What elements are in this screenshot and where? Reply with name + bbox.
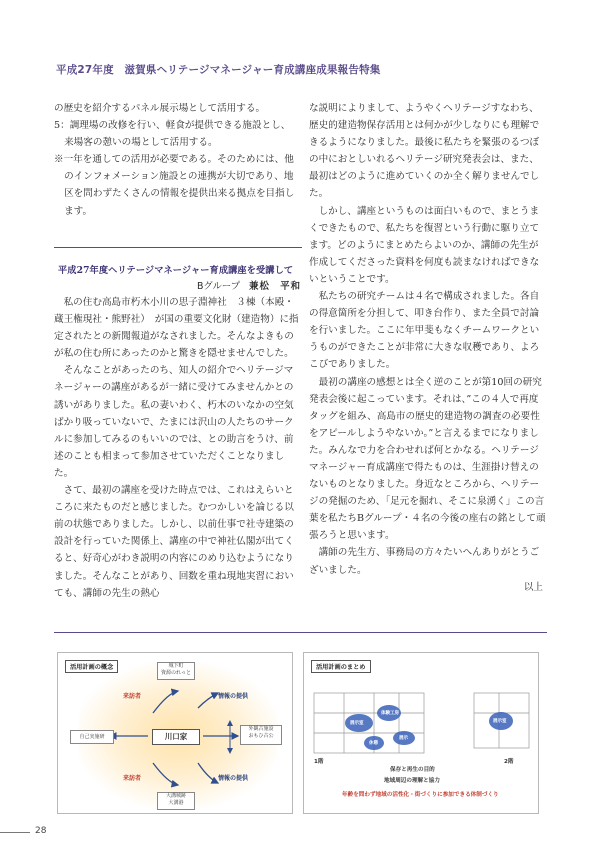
author-name: 兼松 平和 — [249, 281, 301, 292]
arrow — [153, 691, 178, 713]
bubble-label: 休憩 — [369, 741, 378, 746]
arrow — [153, 763, 178, 785]
label-info: 情報の提供 — [218, 775, 249, 782]
footer-rule — [0, 832, 30, 833]
note: ※一年を通しての活用が必要である。そのためには、他のインフォメーション施設との連携が大切であり、地区を問わずたくさんの情報を提供出来る拠点を目指します。 — [54, 154, 295, 217]
concept-diagram-figure — [57, 652, 293, 814]
paragraph: 私の住む高島市朽木小川の思子淵神社 ３棟（本殿・蔵王権現社・熊野社） が国の重要文化財（建造物）に指定されたとの新聞報道がなされました。そんなよきものが私の住む所にあったのかと驚きを隠せませんでした。 — [54, 297, 299, 360]
paragraph: そんなことがあったのち、知人の紹介でヘリテージマネージャーの講座があるが一緒に受けてみませんかとの誘いがありました。私の妻いわく、朽木のいなかの空気ばかり吸っていないで、たまには沢山の人たちのサークルに参加してみるのもいいのでは、との助言をうけ、前述のことも相まって参加させていただくことなりました。 — [54, 365, 294, 479]
bubble-label: 体験工房 — [381, 711, 399, 716]
node-center: 川口家 — [152, 729, 200, 745]
label-info: 情報の提供 — [218, 693, 249, 700]
node-castle-ruins: 大溝城跡 大溝港 — [157, 792, 195, 810]
page-number: 28 — [35, 826, 47, 836]
section-divider — [54, 247, 302, 248]
section-title: 平成27年度ヘリテージマネージャー育成講座を受講して — [58, 265, 294, 276]
floor-plans — [304, 653, 538, 813]
figure-title: 活用計画の概念 — [65, 660, 118, 673]
figure-title: 活用計画のまとめ — [311, 660, 371, 673]
closing-text: 以上 — [523, 581, 543, 593]
arrow — [198, 763, 218, 783]
paragraph: 私たちの研究チームは４名で構成されました。各自の得意箇所を分担して、叩き台作り、また全員で討論を行いました。ここに年甲斐もなくチームワークというものができたことが非常に大きな収穫であり、よろこびでありました。 — [309, 291, 540, 371]
floor-label: 2階 — [504, 759, 514, 765]
paragraph: 講師の先生方、事務局の方々たいへんありがとうございました。 — [309, 547, 540, 576]
left-column — [54, 100, 299, 220]
paragraph: の歴史を紹介するパネル展示場として活用する。 — [54, 103, 266, 114]
bottom-divider — [54, 632, 547, 633]
paragraph: さて、最初の講座を受けた時点では、これはえらいところに来たものだと感じました。むつかしいを論じる以前の状態でありました。しかし、以前仕事で社寺建築の設計を行っていた関係上、講座の中で神社仏閣が出てくると、好奇心がわき説明の内容にのめり込むようになりました。そんなことがあり、回数を重ね現地実習においても、講師の先生の熱心 — [54, 485, 294, 599]
goal-line: 地域周辺の理解と協力 — [384, 778, 440, 784]
paragraph: な説明によりまして、ようやくヘリテージすなわち、歴史的建造物保存活用とは何かが少しなりにも理解できるようになりました。最後に私たちを緊張のるつぼの中におとしいれるヘリテージ研究発表会は、また、最初はどのように進めていくのか全く解りませんでした。 — [309, 103, 540, 200]
label-visitor: 来訪者 — [123, 775, 142, 782]
bubble-label: 展示 — [399, 736, 408, 741]
essay-left — [54, 294, 299, 602]
page-header: 平成27年度 滋賀県ヘリテージマネージャー育成講座成果報告特集 — [56, 64, 381, 76]
summary-figure — [303, 652, 539, 814]
bubble-label: 展示室 — [493, 719, 507, 724]
essay-right — [309, 100, 547, 596]
paragraph: しかし、講座というものは面白いもので、まとうまくできたもので、私たちを復習という行動に駆り立てます。どのようにまとめたらよいのか、講師の先生が作成してくださった資料を何度も読まなければできないということです。 — [309, 205, 540, 285]
goal-line: 保存と再生の目的 — [390, 767, 435, 773]
paragraph: 最初の講座の感想とは全く逆のことが第10回の研究発表会後に起こっています。それは、”この４人で再度タッグを組み、高島市の歴史的建造物の調査の必要性をアピールしようやないか。”と言えるまでになりました。みんなで力を合わせれば何とかなる。ヘリテージマネージャー育成講座で得たものは、生涯掛け替えのないものとなりました。身近なところから、ヘリテージの発掘のため、「足元を掘れ、そこに泉湧く」この言葉を私たちBグループ・４名の今後の座右の銘として頑張ろうと思います。 — [309, 376, 546, 542]
arrow — [198, 693, 218, 708]
list-item: 5：調理場の改修を行い、軽食が提供できる施設とし、来場客の憩いの場として活用する。 — [54, 120, 291, 149]
floor-label: 1階 — [314, 759, 324, 765]
bubble-label: 展示室 — [350, 721, 364, 726]
group-name: Bグループ — [196, 281, 241, 292]
node-left: 自己実施研 — [70, 730, 114, 744]
node-right: 外観古施設 おもひ古公 — [240, 725, 282, 745]
label-visitor: 来訪者 — [123, 693, 142, 700]
goal-statement: 年齢を問わず地域の活性化・街づくりに参加できる体制づくり — [342, 792, 499, 798]
author-line — [54, 278, 301, 292]
node-castle-town: 城下町 資源のれっと — [157, 662, 195, 680]
